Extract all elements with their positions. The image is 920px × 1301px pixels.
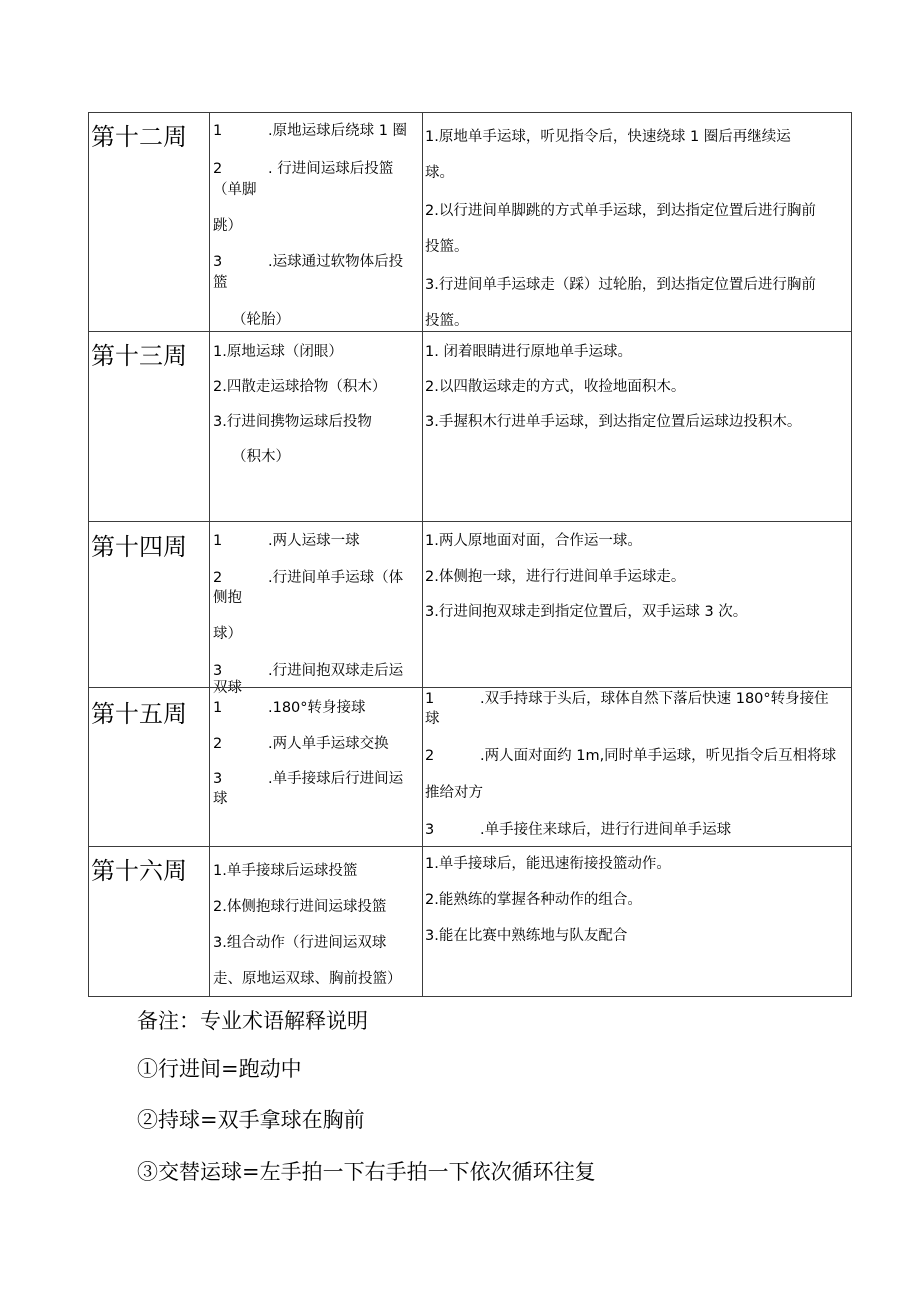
week-cell [89,522,209,687]
goal-line [423,690,851,708]
item-text: 3.行进间携物运球后投物 [213,414,372,430]
activity-line [210,532,422,550]
activity-line [210,735,422,753]
item-text: 双球 [213,680,242,696]
week-label: 第十四周 [91,533,187,561]
activity-line [210,274,422,292]
activity-line [210,898,422,916]
training-table [88,112,852,997]
item-text: 2.四散走运球拾物（积木） [213,379,387,395]
goal-cell [422,688,851,846]
week-cell [89,332,209,521]
week-label: 第十五周 [91,700,187,728]
goal-line [423,128,851,146]
goal-line [423,891,851,909]
goal-line [423,413,851,431]
item-text: 球 [425,711,440,727]
activity-line [210,625,422,643]
goal-cell [422,847,851,996]
goal-line [423,821,851,839]
week-label: 第十六周 [91,857,187,885]
item-text: .单手接球后行进间运 [268,771,404,787]
week-row [89,113,851,331]
activity-line [210,970,422,988]
activity-cell [209,522,422,696]
activity-line [210,122,422,140]
goal-line [423,312,851,330]
item-text: 3.行进间单手运球走（踩）过轮胎，到达指定位置后进行胸前 [425,277,816,293]
activity-cell [209,847,422,996]
item-text: 3.手握积木行进单手运球，到达指定位置后运球边投积木。 [425,414,802,430]
activity-line [210,181,422,199]
item-number: 3 [213,663,223,679]
item-text: 3.行进间抱双球走到指定位置后，双手运球 3 次。 [425,604,748,620]
activity-line [210,253,422,271]
item-text: .两人面对面约 1m,同时单手运球，听见指令后互相将球 [480,748,837,764]
goal-line [423,568,851,586]
activity-line [210,217,422,235]
item-number: 3 [213,771,223,787]
item-text: .180°转身接球 [268,700,366,716]
item-text: （积木） [232,449,290,465]
item-text: 1.原地运球（闭眼） [213,344,343,360]
item-text: 2.以四散运球走的方式，收捡地面积木。 [425,379,686,395]
item-text: .两人单手运球交换 [268,736,389,752]
item-text: .运球通过软物体后投 [268,254,404,270]
goal-line [423,855,851,873]
item-text: . 行进间运球后投篮 [268,161,394,177]
item-text: 球） [213,626,242,642]
activity-line [210,448,422,466]
activity-line [210,770,422,788]
item-number: 1 [425,691,435,707]
item-number: 3 [213,254,223,270]
note-item: ②持球=双手拿球在胸前 [137,1108,365,1132]
goal-line [423,532,851,550]
item-text: .行进间单手运球（体 [268,570,404,586]
item-text: 投篮。 [425,313,469,329]
week-label: 第十二周 [91,123,187,151]
goal-line [423,164,851,182]
goal-line [423,343,851,361]
activity-line [210,699,422,717]
item-text: .双手持球于头后，球体自然下落后快速 180°转身接住 [480,691,829,707]
goal-cell [422,522,851,687]
week-row [89,846,851,996]
activity-line [210,662,422,680]
item-text: （单脚 [213,182,257,198]
goal-line [423,238,851,256]
item-text: .两人运球一球 [268,533,360,549]
item-number: 2 [213,570,223,586]
activity-cell [209,688,422,846]
goal-line [423,276,851,294]
note-item: ③交替运球=左手拍一下右手拍一下依次循环往复 [137,1160,596,1184]
item-text: 1.单手接球后，能迅速衔接投篮动作。 [425,856,671,872]
note-item: ①行进间=跑动中 [137,1057,302,1081]
item-text: 3.组合动作（行进间运双球 [213,935,387,951]
item-text: 1. 闭着眼睛进行原地单手运球。 [425,344,632,360]
activity-line [210,311,422,329]
goal-cell [422,332,851,521]
item-text: 1.两人原地面对面，合作运一球。 [425,533,642,549]
item-text: 侧抱 [213,590,242,606]
item-text: 2.体侧抱一球，进行行进间单手运球走。 [425,569,686,585]
week-row [89,521,851,696]
item-text: .行进间抱双球走后运 [268,663,404,679]
item-number: 2 [213,736,223,752]
item-text: .原地运球后绕球 1 圈 [268,123,408,139]
week-row [89,331,851,521]
item-text: 1.单手接球后运球投篮 [213,863,358,879]
goal-cell [422,113,851,331]
activity-line [210,790,422,808]
item-text: 2.能熟练的掌握各种动作的组合。 [425,892,642,908]
item-text: 1.原地单手运球，听见指令后，快速绕球 1 圈后再继续运 [425,129,791,145]
notes-title: 备注：专业术语解释说明 [137,1009,368,1033]
goal-line [423,603,851,621]
goal-line [423,927,851,945]
week-row [89,687,851,846]
week-label: 第十三周 [91,342,187,370]
goal-line [423,378,851,396]
week-cell [89,847,209,996]
goal-line [423,784,851,802]
item-text: 2.体侧抱球行进间运球投篮 [213,899,387,915]
item-number: 1 [213,123,223,139]
item-number: 1 [213,533,223,549]
activity-line [210,343,422,361]
activity-line [210,160,422,178]
item-text: 球 [213,791,228,807]
activity-line [210,569,422,587]
activity-cell [209,113,422,331]
activity-line [210,378,422,396]
item-number: 1 [213,700,223,716]
item-text: 推给对方 [425,785,483,801]
week-cell [89,113,209,331]
item-text: 篮 [213,275,228,291]
item-text: 投篮。 [425,239,469,255]
goal-line [423,747,851,765]
item-text: .单手接住来球后，进行行进间单手运球 [480,822,732,838]
activity-line [210,589,422,607]
item-text: 走、原地运双球、胸前投篮） [213,971,402,987]
goal-line [423,710,851,728]
item-text: 3.能在比赛中熟练地与队友配合 [425,928,628,944]
activity-line [210,934,422,952]
activity-line [210,862,422,880]
activity-cell [209,332,422,521]
week-cell [89,688,209,846]
item-text: 球。 [425,165,454,181]
item-number: 2 [425,748,435,764]
item-text: 跳） [213,218,242,234]
item-text: （轮胎） [232,312,290,328]
item-text: 2.以行进间单脚跳的方式单手运球，到达指定位置后进行胸前 [425,203,816,219]
activity-line [210,413,422,431]
item-number: 2 [213,161,223,177]
goal-line [423,202,851,220]
item-number: 3 [425,822,435,838]
